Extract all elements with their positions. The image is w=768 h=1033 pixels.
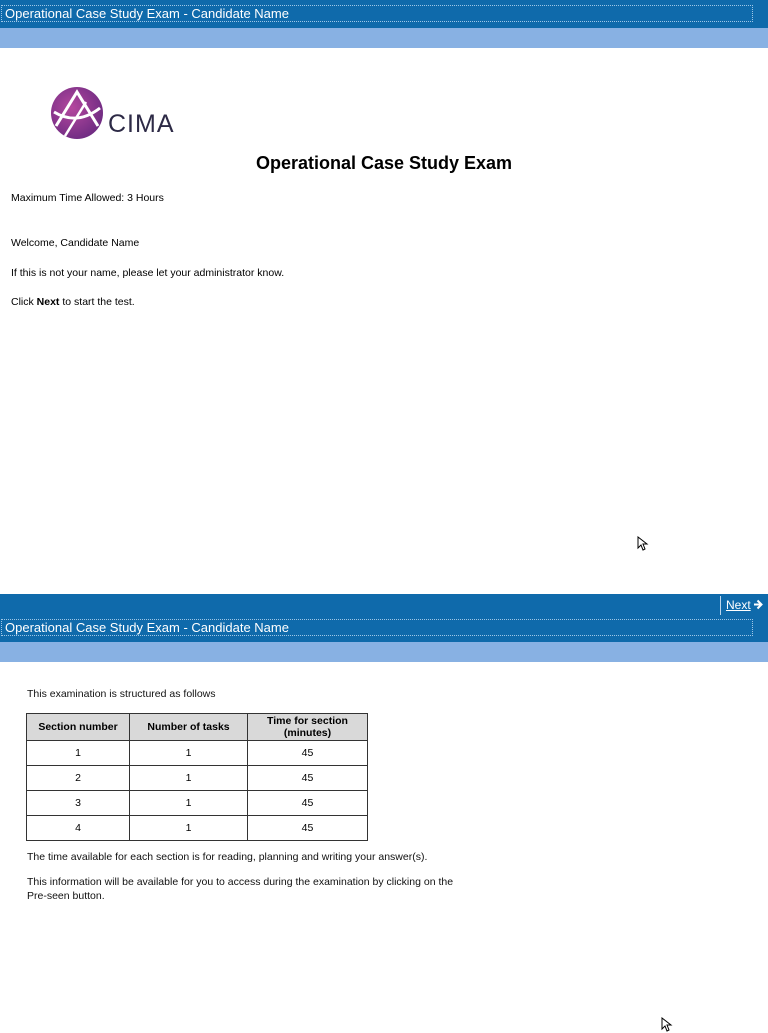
structure-table — [26, 713, 368, 841]
header-time-line1: Time for section — [267, 715, 348, 727]
title-bar — [0, 0, 768, 28]
sub-bar — [0, 642, 768, 662]
not-your-name-text: If this is not your name, please let your administrator know. — [11, 267, 285, 279]
time-note: The time available for each section is for reading, planning and writing your answer(s). — [27, 851, 428, 863]
title-bar-focus-frame — [1, 619, 753, 636]
cell-tasks: 1 — [130, 741, 248, 766]
mouse-cursor-icon — [637, 536, 649, 552]
mouse-cursor-icon — [661, 1017, 673, 1033]
header-time-for-section — [248, 714, 368, 741]
cell-minutes: 45 — [248, 766, 368, 791]
title-bar — [0, 617, 768, 642]
logo-wordmark: CIMA — [108, 110, 175, 138]
cell-tasks: 1 — [130, 816, 248, 841]
cima-logo-icon — [50, 86, 106, 142]
click-suffix: to start the test. — [59, 296, 135, 308]
cell-section: 2 — [27, 766, 130, 791]
cell-minutes: 45 — [248, 816, 368, 841]
nav-divider — [720, 596, 721, 615]
header-number-of-tasks: Number of tasks — [130, 714, 248, 741]
click-next-bold: Next — [36, 296, 60, 308]
next-button[interactable]: Next — [726, 598, 751, 612]
info-line-1: This information will be available for you to access during the examination by clicking on the — [27, 876, 454, 888]
cell-section: 1 — [27, 741, 130, 766]
title-bar-focus-frame — [1, 5, 753, 22]
navigation-bar — [0, 594, 768, 617]
table-row — [27, 741, 368, 766]
cell-tasks: 1 — [130, 791, 248, 816]
table-row — [27, 816, 368, 841]
welcome-text: Welcome, Candidate Name — [11, 237, 140, 249]
structure-intro: This examination is structured as follows — [27, 688, 216, 700]
click-prefix: Click — [11, 296, 37, 308]
max-time-text: Maximum Time Allowed: 3 Hours — [11, 192, 164, 204]
sub-bar — [0, 28, 768, 48]
table-header-row — [27, 714, 368, 741]
cima-logo — [50, 86, 190, 142]
cell-minutes: 45 — [248, 741, 368, 766]
table-row — [27, 791, 368, 816]
arrow-right-icon[interactable] — [753, 599, 763, 610]
structure-screen — [0, 617, 768, 1024]
table-row — [27, 766, 368, 791]
header-section-number: Section number — [27, 714, 130, 741]
page-title: Operational Case Study Exam — [255, 153, 513, 173]
cell-section: 3 — [27, 791, 130, 816]
header-time-line2: (minutes) — [283, 727, 332, 739]
window-title: Operational Case Study Exam - Candidate Name — [5, 620, 289, 635]
info-line-2: Pre-seen button. — [27, 890, 105, 902]
window-title: Operational Case Study Exam - Candidate Name — [5, 6, 289, 21]
cell-section: 4 — [27, 816, 130, 841]
cell-minutes: 45 — [248, 791, 368, 816]
click-next-instruction — [11, 296, 135, 308]
cell-tasks: 1 — [130, 766, 248, 791]
